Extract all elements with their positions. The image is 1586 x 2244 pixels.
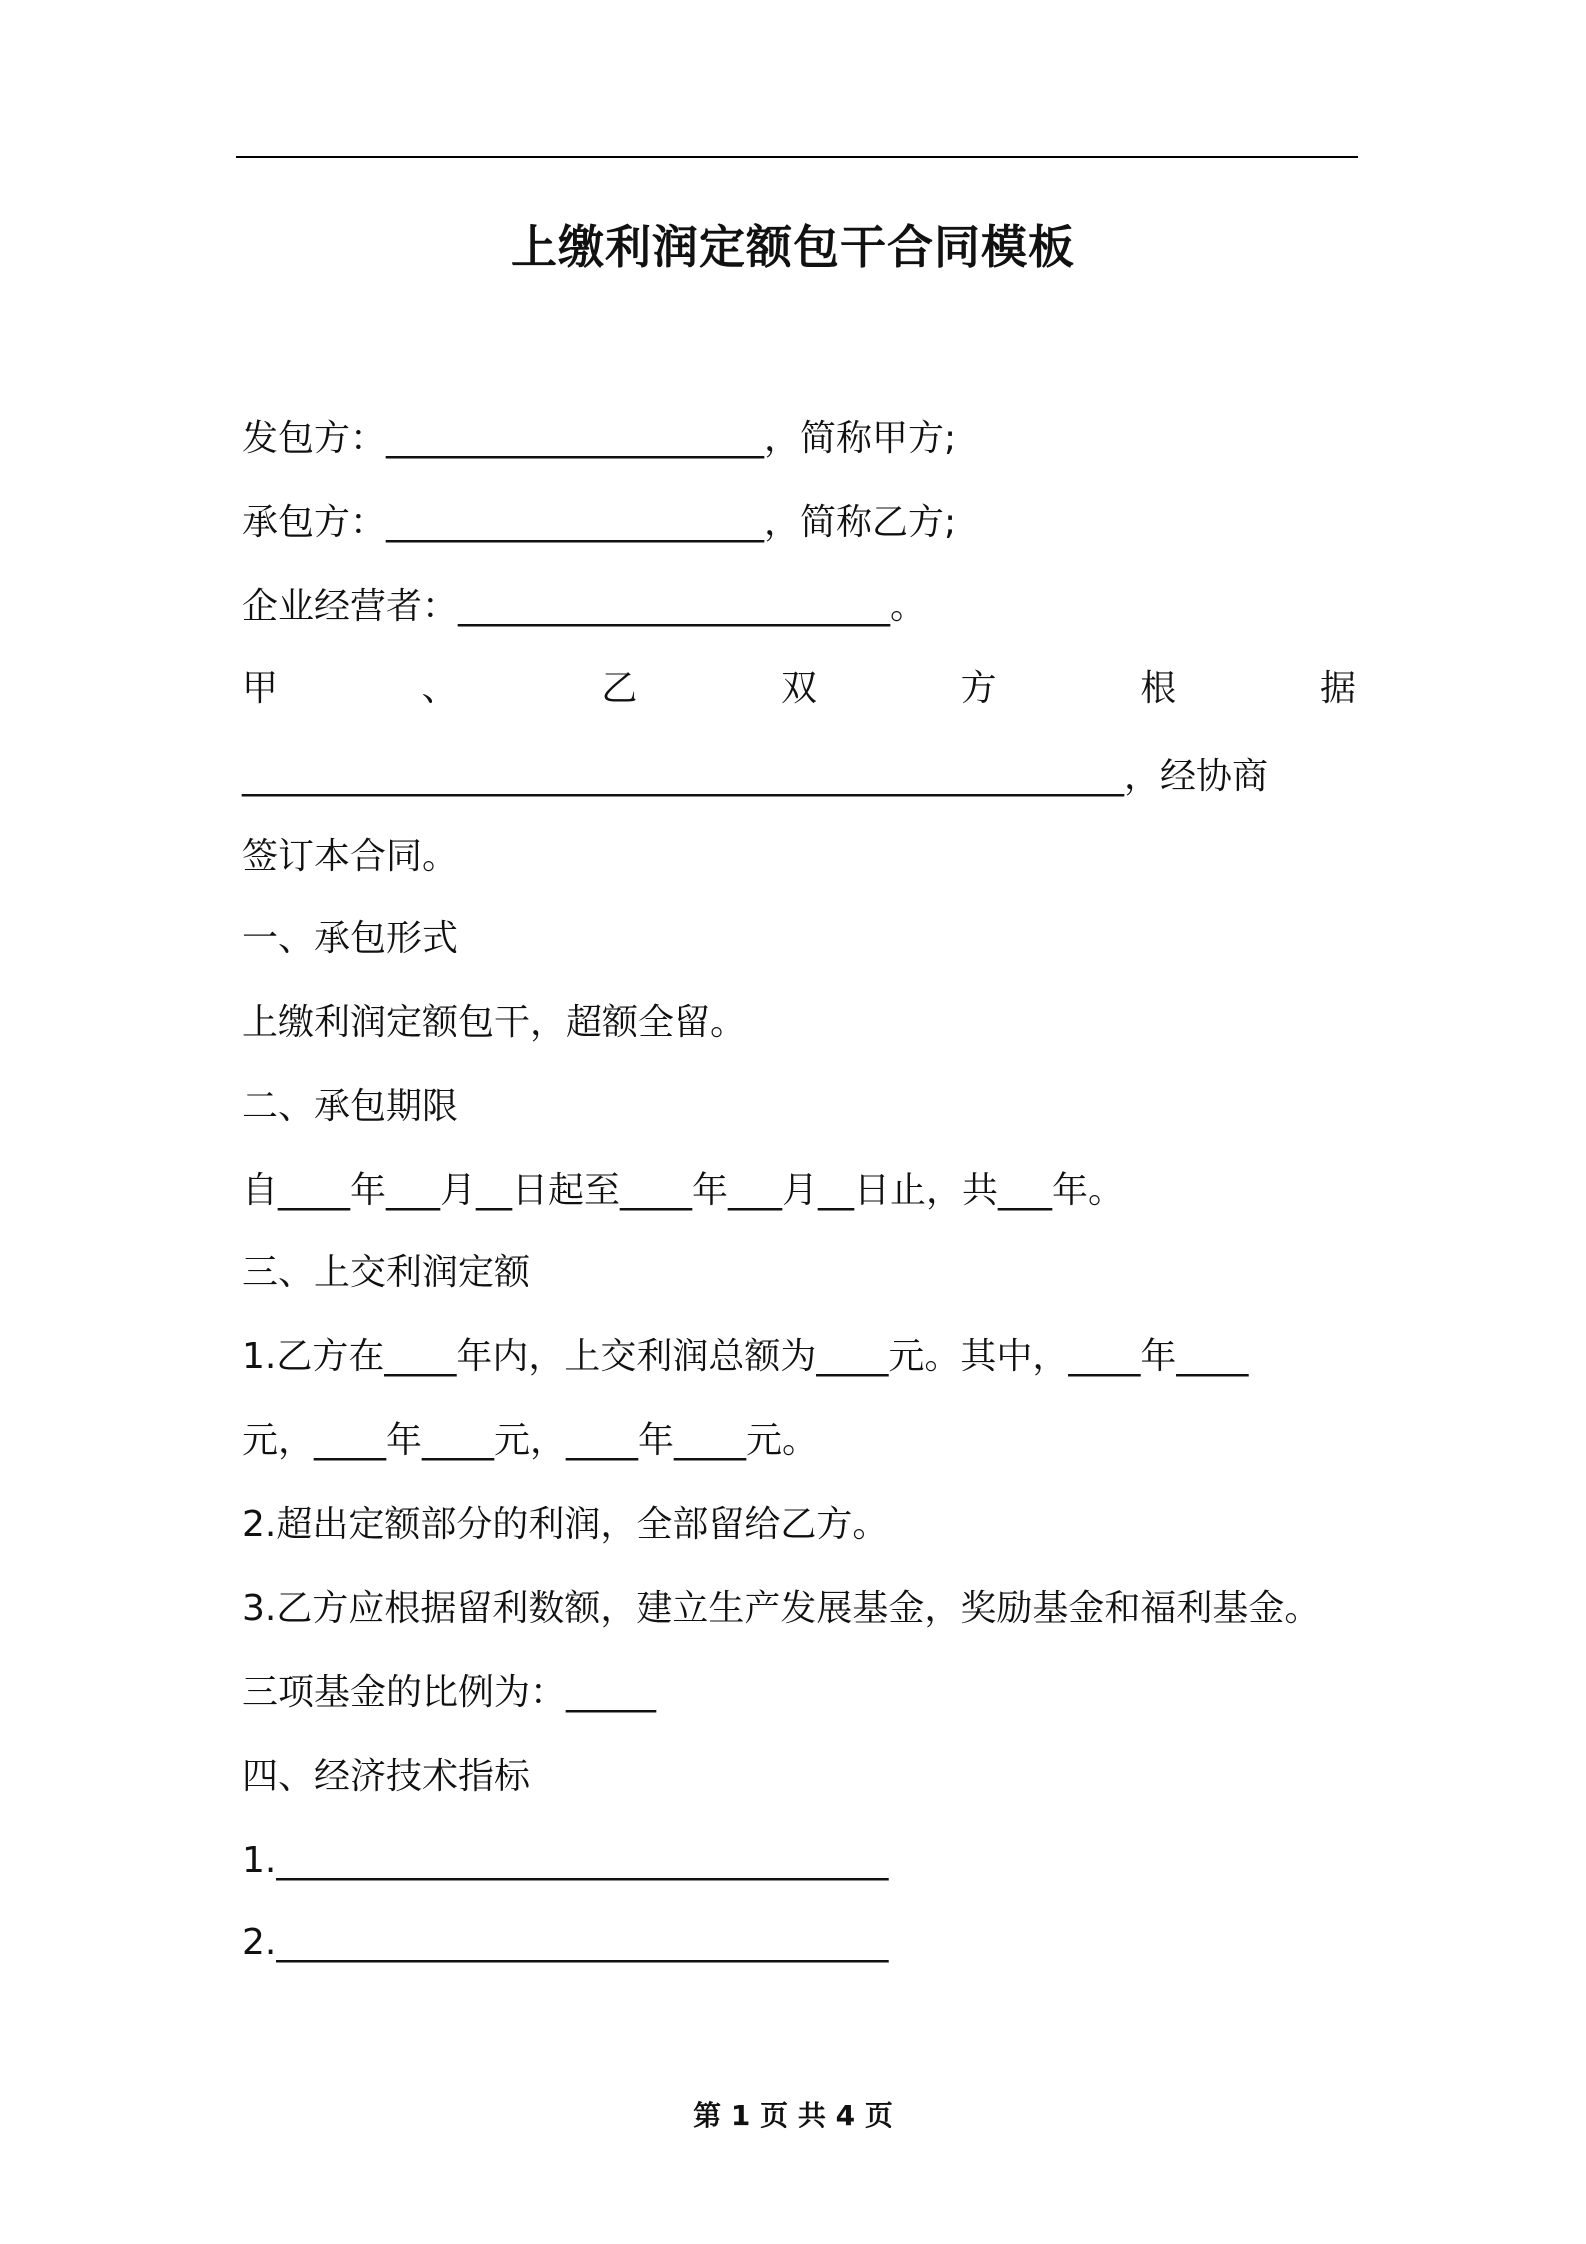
agreement-basis-end-line: 签订本合同。	[242, 836, 459, 877]
section-1-body: 上缴利润定额包干，超额全留。	[242, 1002, 747, 1043]
spread-char: 甲	[242, 668, 279, 709]
section-3-item-3-line-2: 三项基金的比例为：_____	[242, 1672, 657, 1713]
section-3-heading: 三、上交利润定额	[242, 1252, 531, 1293]
spread-char: 据	[1319, 668, 1356, 709]
operator-line: 企业经营者：________________________。	[242, 586, 927, 627]
header-rule	[236, 156, 1358, 158]
agreement-basis-spread-line	[242, 664, 1356, 714]
spread-char: 、	[421, 668, 458, 709]
spread-char: 乙	[601, 668, 638, 709]
spread-char: 双	[780, 668, 817, 709]
section-4-item-1: 1.__________________________________	[242, 1840, 889, 1881]
section-3-item-1-line-1: 1.乙方在____年内，上交利润总额为____元。其中，____年____	[242, 1336, 1249, 1377]
section-3-item-1-line-2: 元，____年____元，____年____元。	[242, 1420, 819, 1461]
section-4-heading: 四、经济技术指标	[242, 1756, 531, 1797]
spread-char: 根	[1140, 668, 1177, 709]
section-2-heading: 二、承包期限	[242, 1086, 459, 1127]
section-2-body: 自____年___月__日起至____年___月__日止，共___年。	[242, 1170, 1125, 1211]
spread-char: 方	[960, 668, 997, 709]
section-3-item-2: 2.超出定额部分的利润，全部留给乙方。	[242, 1504, 889, 1545]
section-4-item-2: 2.__________________________________	[242, 1922, 889, 1963]
party-a-line: 发包方：_____________________，简称甲方;	[242, 418, 957, 459]
section-1-heading: 一、承包形式	[242, 918, 459, 959]
section-3-item-3-line-1: 3.乙方应根据留利数额，建立生产发展基金，奖励基金和福利基金。	[242, 1588, 1321, 1629]
document-title: 上缴利润定额包干合同模板	[511, 220, 1075, 274]
page-indicator: 第 1 页 共 4 页	[693, 2099, 893, 2132]
agreement-basis-blank-line: _________________________________________________，经协商	[242, 756, 1268, 797]
party-b-line: 承包方：_____________________，简称乙方;	[242, 502, 957, 543]
